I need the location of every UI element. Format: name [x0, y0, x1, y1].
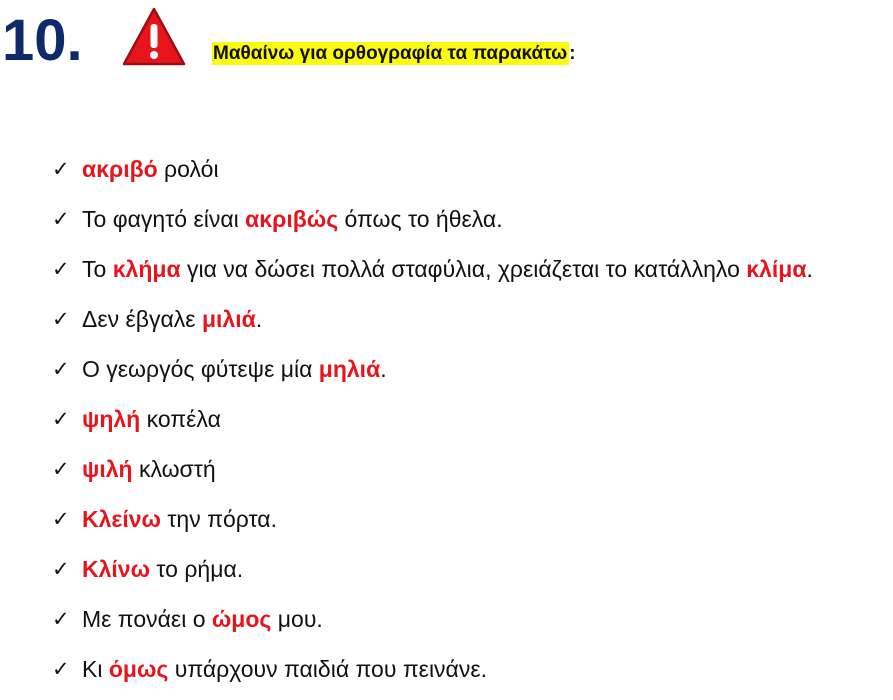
item-sentence	[82, 406, 221, 433]
checkmark-icon: ✓	[52, 557, 70, 581]
sentence-text: για να δώσει πολλά σταφύλια, χρειάζεται το κατάλληλο	[180, 255, 747, 282]
item-sentence	[82, 356, 387, 383]
list-item	[52, 444, 892, 494]
checkmark-icon: ✓	[52, 607, 70, 631]
sentence-text: .	[806, 255, 813, 282]
sentence-text: ρολόι	[157, 155, 219, 182]
emphasized-word: ακριβώς	[245, 205, 339, 232]
sentence-text: μου.	[271, 605, 323, 632]
emphasized-word: ψιλή	[82, 455, 133, 482]
sentence-text: Με πονάει ο	[82, 605, 212, 632]
instruction-highlight: Μαθαίνω για ορθογραφία τα παρακάτω	[213, 43, 568, 64]
sentence-text: Ο γεωργός φύτεψε μία	[82, 355, 319, 382]
exercise-header	[0, 0, 893, 90]
emphasized-word: ώμος	[211, 605, 272, 632]
checkmark-icon: ✓	[52, 507, 70, 531]
emphasized-word: μιλιά	[201, 305, 256, 332]
sentence-text: υπάρχουν παιδιά που πεινάνε.	[168, 655, 487, 682]
checkmark-icon: ✓	[52, 307, 70, 331]
spelling-list	[52, 144, 892, 694]
checkmark-icon: ✓	[52, 157, 70, 181]
sentence-text: όπως το ήθελα.	[338, 205, 503, 232]
list-item	[52, 144, 892, 194]
checkmark-icon: ✓	[52, 407, 70, 431]
emphasized-word: Κλίνω	[82, 555, 151, 582]
checkmark-icon: ✓	[52, 657, 70, 681]
sentence-text: Το φαγητό είναι	[82, 205, 246, 232]
item-sentence	[82, 606, 323, 633]
sentence-text: την πόρτα.	[160, 505, 277, 532]
exercise-number: 10.	[2, 8, 83, 73]
item-sentence	[82, 206, 503, 233]
list-item	[52, 344, 892, 394]
list-item	[52, 244, 892, 294]
checkmark-icon: ✓	[52, 207, 70, 231]
sentence-text: .	[255, 305, 263, 332]
instruction-colon: :	[569, 43, 576, 64]
sentence-text: το ρήμα.	[150, 555, 244, 582]
checkmark-icon: ✓	[52, 457, 70, 481]
item-sentence	[82, 306, 262, 333]
item-sentence	[82, 556, 243, 583]
list-item	[52, 494, 892, 544]
sentence-text: Δεν έβγαλε	[82, 305, 202, 332]
sentence-text: Το	[82, 255, 113, 282]
emphasized-word: ψηλή	[82, 405, 141, 432]
emphasized-word: κλίμα	[746, 255, 807, 282]
emphasized-word: όμως	[108, 655, 169, 682]
item-sentence	[82, 456, 216, 483]
emphasized-word: Κλείνω	[82, 505, 161, 532]
sentence-text: .	[380, 355, 387, 382]
list-item	[52, 594, 892, 644]
emphasized-word: μηλιά	[318, 355, 381, 382]
item-sentence	[82, 256, 813, 283]
list-item	[52, 394, 892, 444]
list-item	[52, 544, 892, 594]
emphasized-word: ακριβό	[82, 155, 158, 182]
item-sentence	[82, 656, 487, 683]
sentence-text: κλωστή	[132, 455, 216, 482]
item-sentence	[82, 506, 277, 533]
warning-triangle-icon	[121, 6, 187, 68]
list-item	[52, 644, 892, 694]
emphasized-word: κλήμα	[112, 255, 181, 282]
sentence-text: Κι	[82, 655, 109, 682]
list-item	[52, 194, 892, 244]
list-item	[52, 294, 892, 344]
instruction-text	[212, 42, 576, 66]
checkmark-icon: ✓	[52, 257, 70, 281]
item-sentence	[82, 156, 219, 183]
sentence-text: κοπέλα	[140, 405, 221, 432]
checkmark-icon: ✓	[52, 357, 70, 381]
